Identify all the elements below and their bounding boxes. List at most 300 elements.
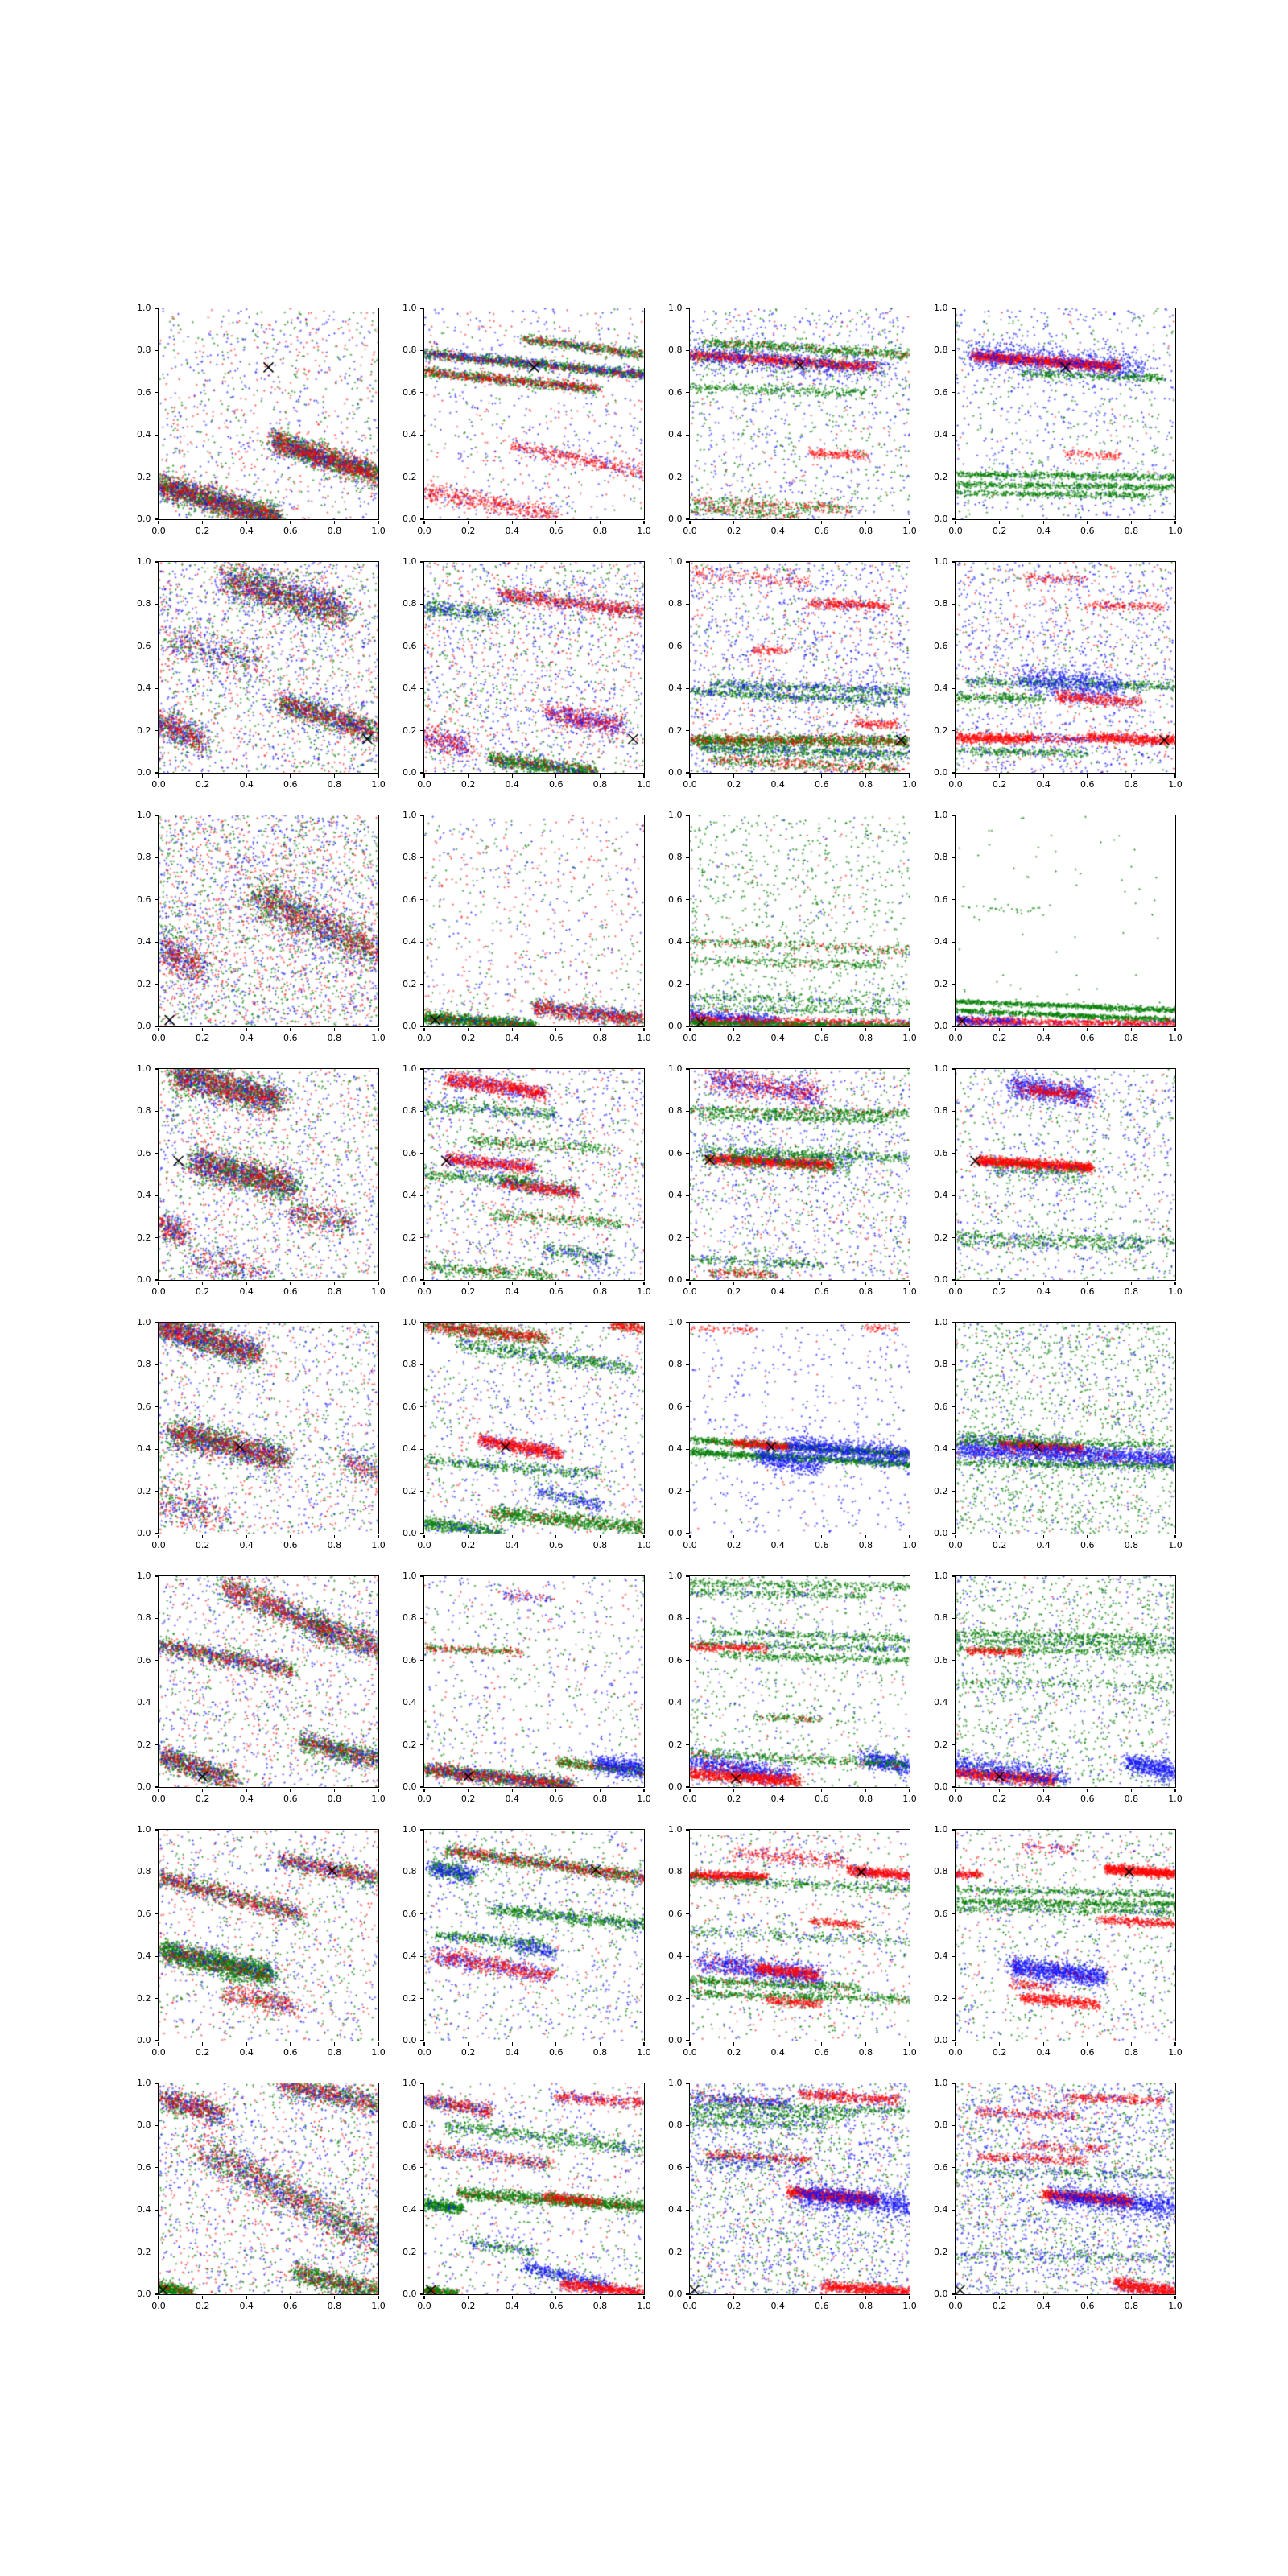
y-tick-label: 1.0 xyxy=(137,1317,151,1327)
x-tick-label: 0.0 xyxy=(417,2046,431,2058)
x-tick xyxy=(468,2296,469,2299)
x-tick-label: 0.0 xyxy=(948,1032,963,1043)
y-tick-label: 0.6 xyxy=(668,1401,683,1412)
x-tick xyxy=(689,521,690,524)
subplot-r8c4 xyxy=(955,2083,1176,2295)
x-tick xyxy=(821,1028,822,1031)
x-tick-label: 0.2 xyxy=(195,778,210,790)
subplot-r1c2 xyxy=(423,308,645,520)
x-tick-label: 0.8 xyxy=(858,1286,873,1297)
x-tick-label: 1.0 xyxy=(1168,2046,1183,2058)
x-tick xyxy=(468,1028,469,1031)
x-tick xyxy=(1087,1282,1088,1285)
x-tick-label: 0.0 xyxy=(417,1539,431,1550)
x-tick-label: 0.4 xyxy=(1036,778,1051,790)
scatter-canvas-r1c4 xyxy=(956,308,1175,519)
x-tick-label: 0.4 xyxy=(505,525,519,536)
scatter-canvas-r8c3 xyxy=(690,2083,910,2294)
x-tick xyxy=(555,1028,556,1031)
x-tick-label: 0.4 xyxy=(770,778,785,790)
y-tick-label: 0.0 xyxy=(402,1274,417,1285)
y-tick xyxy=(952,1111,955,1112)
x-tick xyxy=(865,2296,866,2299)
y-tick xyxy=(155,2125,158,2126)
y-tick-label: 1.0 xyxy=(402,1824,417,1835)
x-tick-label: 0.8 xyxy=(327,1539,342,1550)
x-tick-label: 0.6 xyxy=(1080,778,1095,790)
y-tick-label: 0.6 xyxy=(402,2161,417,2173)
x-tick xyxy=(821,521,822,524)
x-tick xyxy=(468,774,469,778)
x-tick-label: 1.0 xyxy=(1168,1539,1183,1550)
x-tick xyxy=(1087,2296,1088,2299)
x-tick xyxy=(955,1789,956,1792)
x-tick xyxy=(202,774,203,778)
x-tick xyxy=(334,1028,335,1031)
x-tick-label: 0.8 xyxy=(592,1032,608,1043)
y-tick-label: 0.6 xyxy=(137,1401,151,1412)
y-tick xyxy=(420,1786,423,1787)
subplot-r8c2 xyxy=(423,2083,645,2295)
y-tick xyxy=(155,2293,158,2294)
x-tick xyxy=(1087,1535,1088,1538)
x-tick-label: 0.8 xyxy=(592,1793,608,1804)
x-tick xyxy=(158,2296,159,2299)
y-tick-label: 0.0 xyxy=(934,514,948,524)
x-tick-label: 0.4 xyxy=(770,1793,785,1804)
x-tick xyxy=(202,2042,203,2046)
scatter-canvas-r7c3 xyxy=(690,1830,910,2041)
scatter-canvas-r4c1 xyxy=(159,1069,378,1280)
y-tick xyxy=(155,1575,158,1576)
y-tick-label: 0.0 xyxy=(402,1021,417,1031)
x-tick-label: 0.6 xyxy=(549,778,564,790)
x-tick xyxy=(334,774,335,778)
x-tick-label: 0.0 xyxy=(151,778,166,790)
x-tick-label: 0.0 xyxy=(683,2300,697,2311)
y-tick xyxy=(420,1068,423,1069)
scatter-canvas-r2c2 xyxy=(424,562,644,773)
x-tick-label: 0.2 xyxy=(992,778,1007,790)
y-tick-label: 0.8 xyxy=(934,1105,948,1117)
x-tick-label: 0.8 xyxy=(858,1793,873,1804)
scatter-canvas-r8c4 xyxy=(956,2083,1175,2294)
y-tick-label: 0.2 xyxy=(137,1485,151,1496)
y-tick-label: 0.6 xyxy=(137,894,151,905)
x-tick xyxy=(955,2042,956,2046)
y-tick-label: 1.0 xyxy=(934,556,948,567)
scatter-canvas-r4c4 xyxy=(956,1069,1175,1280)
y-tick-label: 0.6 xyxy=(137,1908,151,1919)
x-tick-label: 0.4 xyxy=(1036,1539,1051,1550)
y-tick xyxy=(155,604,158,605)
y-tick-label: 0.6 xyxy=(137,1147,151,1158)
x-tick-label: 0.0 xyxy=(683,1032,697,1043)
scatter-canvas-r7c1 xyxy=(159,1830,378,2041)
y-tick-label: 0.8 xyxy=(402,1866,417,1877)
x-tick xyxy=(909,1028,910,1031)
x-tick xyxy=(1174,1282,1175,1285)
x-tick-label: 0.6 xyxy=(815,1793,829,1804)
y-tick-label: 0.2 xyxy=(137,1992,151,2004)
x-tick-label: 0.8 xyxy=(327,1793,342,1804)
y-tick-label: 1.0 xyxy=(137,1063,151,1074)
x-tick-label: 0.6 xyxy=(549,525,564,536)
y-tick-label: 0.6 xyxy=(402,1147,417,1158)
x-tick xyxy=(202,1535,203,1538)
y-tick-label: 1.0 xyxy=(402,303,417,313)
y-tick-label: 1.0 xyxy=(137,556,151,567)
y-tick xyxy=(952,688,955,689)
x-tick-label: 0.0 xyxy=(151,2300,166,2311)
x-tick-label: 0.8 xyxy=(858,2046,873,2058)
y-tick xyxy=(952,772,955,773)
y-tick xyxy=(155,688,158,689)
y-tick-label: 1.0 xyxy=(402,810,417,820)
subplot-r2c4 xyxy=(955,561,1176,774)
y-tick xyxy=(420,942,423,943)
y-tick xyxy=(420,730,423,731)
x-tick-label: 0.0 xyxy=(417,1286,431,1297)
subplot-r2c2 xyxy=(423,561,645,774)
x-tick-label: 0.8 xyxy=(592,778,608,790)
y-tick xyxy=(686,1491,689,1492)
x-tick-label: 0.4 xyxy=(239,1539,254,1550)
x-tick-label: 0.6 xyxy=(815,1539,829,1550)
scatter-canvas-r7c4 xyxy=(956,1830,1175,2041)
x-tick-label: 0.2 xyxy=(992,1286,1007,1297)
y-tick xyxy=(952,1449,955,1450)
subplot-r5c2 xyxy=(423,1322,645,1534)
y-tick xyxy=(420,1491,423,1492)
y-tick xyxy=(686,1913,689,1914)
y-tick xyxy=(952,1829,955,1830)
subplot-r5c4 xyxy=(955,1322,1176,1534)
y-tick xyxy=(952,1913,955,1914)
x-tick-label: 1.0 xyxy=(1168,525,1183,536)
x-tick xyxy=(909,521,910,524)
x-tick-label: 0.2 xyxy=(195,1539,210,1550)
x-tick-label: 0.0 xyxy=(151,2046,166,2058)
y-tick xyxy=(952,2293,955,2294)
x-tick-label: 0.4 xyxy=(239,1286,254,1297)
y-tick-label: 0.8 xyxy=(402,345,417,356)
x-tick-label: 0.4 xyxy=(770,1539,785,1550)
y-tick-label: 1.0 xyxy=(668,2078,683,2088)
x-tick-label: 1.0 xyxy=(371,2046,386,2058)
x-tick xyxy=(1043,1535,1044,1538)
subplot-r4c3 xyxy=(689,1068,910,1281)
x-tick xyxy=(999,2042,1000,2046)
x-tick xyxy=(423,1789,424,1792)
y-tick-label: 0.8 xyxy=(668,1105,683,1117)
x-tick-label: 0.8 xyxy=(327,778,342,790)
y-tick-label: 0.8 xyxy=(137,2120,151,2131)
x-tick-label: 1.0 xyxy=(1168,2300,1183,2311)
x-tick xyxy=(246,774,247,778)
y-tick-label: 0.6 xyxy=(934,640,948,651)
y-tick-label: 0.4 xyxy=(668,1951,683,1962)
y-tick-label: 0.2 xyxy=(934,2246,948,2257)
y-tick xyxy=(155,1956,158,1957)
y-tick-label: 0.8 xyxy=(137,852,151,863)
x-tick xyxy=(246,521,247,524)
x-tick-label: 0.6 xyxy=(283,778,298,790)
y-tick-label: 0.4 xyxy=(934,2204,948,2215)
x-tick-label: 0.0 xyxy=(683,778,697,790)
y-tick xyxy=(686,2167,689,2168)
x-tick-label: 0.2 xyxy=(992,525,1007,536)
y-tick xyxy=(155,1068,158,1069)
x-tick xyxy=(290,1028,291,1031)
x-tick-label: 0.0 xyxy=(948,1793,963,1804)
x-tick-label: 0.6 xyxy=(1080,525,1095,536)
x-tick xyxy=(158,521,159,524)
x-tick-label: 1.0 xyxy=(371,1032,386,1043)
y-tick-label: 0.6 xyxy=(668,386,683,398)
y-tick xyxy=(155,1195,158,1196)
x-tick xyxy=(600,521,601,524)
x-tick-label: 1.0 xyxy=(902,1793,917,1804)
y-tick xyxy=(420,561,423,562)
y-tick-label: 0.8 xyxy=(668,852,683,863)
subplot-r6c4 xyxy=(955,1575,1176,1788)
y-tick xyxy=(686,350,689,351)
y-tick xyxy=(686,1237,689,1238)
y-tick xyxy=(952,2210,955,2211)
y-tick-label: 0.2 xyxy=(137,1232,151,1243)
x-tick-label: 0.6 xyxy=(1080,1032,1095,1043)
y-tick xyxy=(155,392,158,393)
y-tick xyxy=(686,857,689,858)
y-tick-label: 0.8 xyxy=(668,2120,683,2131)
y-tick-label: 1.0 xyxy=(402,1063,417,1074)
y-tick-label: 0.4 xyxy=(402,683,417,694)
y-tick-label: 0.4 xyxy=(668,2204,683,2215)
y-tick xyxy=(952,1998,955,1999)
x-tick-label: 0.2 xyxy=(195,2046,210,2058)
x-tick xyxy=(689,1282,690,1285)
x-tick xyxy=(202,1282,203,1285)
scatter-canvas-r2c1 xyxy=(159,562,378,773)
y-tick xyxy=(420,1279,423,1280)
x-tick xyxy=(865,1535,866,1538)
y-tick-label: 0.2 xyxy=(934,1992,948,2004)
y-tick xyxy=(155,350,158,351)
scatter-canvas-r3c1 xyxy=(159,815,378,1026)
y-tick-label: 0.8 xyxy=(137,1359,151,1370)
y-tick xyxy=(686,1660,689,1661)
x-tick xyxy=(202,1028,203,1031)
y-tick-label: 0.8 xyxy=(402,2120,417,2131)
x-tick-label: 0.4 xyxy=(239,2046,254,2058)
y-tick-label: 1.0 xyxy=(137,2078,151,2088)
x-tick-label: 0.8 xyxy=(858,2300,873,2311)
y-tick xyxy=(420,772,423,773)
y-tick-label: 0.0 xyxy=(668,1021,683,1031)
x-tick-label: 0.6 xyxy=(815,778,829,790)
subplot-r8c3 xyxy=(689,2083,910,2295)
x-tick xyxy=(733,1028,734,1031)
x-tick xyxy=(600,1789,601,1792)
y-tick xyxy=(686,899,689,900)
x-tick-label: 0.4 xyxy=(770,525,785,536)
x-tick xyxy=(999,1535,1000,1538)
x-tick-label: 0.2 xyxy=(726,778,741,790)
y-tick-label: 0.4 xyxy=(137,1190,151,1201)
y-tick-label: 0.2 xyxy=(668,1232,683,1243)
x-tick xyxy=(733,2296,734,2299)
x-tick-label: 0.2 xyxy=(726,1286,741,1297)
x-tick xyxy=(423,2042,424,2046)
y-tick-label: 0.4 xyxy=(668,1443,683,1455)
y-tick xyxy=(952,392,955,393)
subplot-r3c2 xyxy=(423,815,645,1027)
subplot-r6c2 xyxy=(423,1575,645,1788)
y-tick xyxy=(686,2210,689,2211)
x-tick xyxy=(334,2042,335,2046)
x-tick xyxy=(158,774,159,778)
x-tick xyxy=(1131,1789,1132,1792)
x-tick xyxy=(733,774,734,778)
y-tick-label: 0.6 xyxy=(402,1654,417,1666)
y-tick-label: 0.8 xyxy=(402,1612,417,1624)
x-tick-label: 0.4 xyxy=(770,2046,785,2058)
y-tick xyxy=(155,435,158,436)
x-tick xyxy=(158,1789,159,1792)
y-tick-label: 0.0 xyxy=(402,1781,417,1792)
y-tick xyxy=(420,2210,423,2211)
y-tick-label: 1.0 xyxy=(668,1571,683,1581)
x-tick xyxy=(468,2042,469,2046)
y-tick xyxy=(420,1364,423,1365)
subplot-r1c4 xyxy=(955,308,1176,520)
y-tick xyxy=(155,518,158,519)
y-tick-label: 0.6 xyxy=(934,1908,948,1919)
x-tick-label: 0.6 xyxy=(1080,1539,1095,1550)
x-tick-label: 0.0 xyxy=(683,1793,697,1804)
y-tick xyxy=(686,1956,689,1957)
x-tick-label: 0.8 xyxy=(1124,2300,1139,2311)
x-tick-label: 0.0 xyxy=(683,2046,697,2058)
x-tick-label: 0.2 xyxy=(726,1032,741,1043)
y-tick xyxy=(420,1660,423,1661)
x-tick-label: 0.0 xyxy=(683,1539,697,1550)
y-tick xyxy=(686,688,689,689)
y-tick xyxy=(686,561,689,562)
scatter-canvas-r4c3 xyxy=(690,1069,910,1280)
y-tick-label: 0.4 xyxy=(137,2204,151,2215)
x-tick xyxy=(865,2042,866,2046)
x-tick xyxy=(246,1789,247,1792)
x-tick-label: 0.0 xyxy=(151,525,166,536)
y-tick xyxy=(155,1913,158,1914)
x-tick xyxy=(1087,774,1088,778)
subplot-r5c3 xyxy=(689,1322,910,1534)
y-tick-label: 1.0 xyxy=(934,303,948,313)
y-tick-label: 0.2 xyxy=(137,978,151,989)
y-tick xyxy=(155,1406,158,1407)
y-tick-label: 1.0 xyxy=(402,1317,417,1327)
x-tick-label: 0.6 xyxy=(1080,2300,1095,2311)
y-tick-label: 0.6 xyxy=(402,1401,417,1412)
y-tick xyxy=(155,730,158,731)
y-tick-label: 0.0 xyxy=(137,1781,151,1792)
scatter-canvas-r1c2 xyxy=(424,308,644,519)
x-tick xyxy=(468,1789,469,1792)
x-tick xyxy=(555,521,556,524)
x-tick-label: 0.4 xyxy=(770,1032,785,1043)
scatter-canvas-r1c1 xyxy=(159,308,378,519)
x-tick-label: 0.6 xyxy=(549,1539,564,1550)
x-tick-label: 0.6 xyxy=(283,1539,298,1550)
y-tick-label: 0.0 xyxy=(668,767,683,778)
x-tick xyxy=(999,1028,1000,1031)
y-tick-label: 0.6 xyxy=(668,894,683,905)
y-tick xyxy=(952,730,955,731)
y-tick-label: 0.6 xyxy=(668,1147,683,1158)
y-tick xyxy=(686,1575,689,1576)
x-tick-label: 0.2 xyxy=(460,1286,476,1297)
y-tick xyxy=(420,899,423,900)
y-tick xyxy=(686,772,689,773)
y-tick-label: 0.8 xyxy=(668,1612,683,1624)
y-tick xyxy=(155,1491,158,1492)
x-tick-label: 0.6 xyxy=(815,1032,829,1043)
y-tick-label: 0.2 xyxy=(934,978,948,989)
x-tick-label: 0.4 xyxy=(505,2300,519,2311)
y-tick xyxy=(952,1237,955,1238)
x-tick-label: 0.4 xyxy=(505,778,519,790)
y-tick xyxy=(686,1195,689,1196)
x-tick-label: 0.4 xyxy=(505,1793,519,1804)
x-tick xyxy=(865,774,866,778)
x-tick xyxy=(334,1789,335,1792)
y-tick-label: 0.4 xyxy=(668,429,683,440)
x-tick xyxy=(643,774,644,778)
y-tick-label: 0.0 xyxy=(137,1274,151,1285)
x-tick-label: 1.0 xyxy=(902,2046,917,2058)
subplot-r3c1 xyxy=(158,815,379,1027)
y-tick-label: 0.0 xyxy=(402,1528,417,1538)
x-tick xyxy=(158,1282,159,1285)
scatter-canvas-r7c2 xyxy=(424,1830,644,2041)
subplot-r7c1 xyxy=(158,1829,379,2041)
x-tick xyxy=(512,521,513,524)
y-tick xyxy=(155,1279,158,1280)
scatter-canvas-r5c4 xyxy=(956,1323,1175,1534)
y-tick-label: 0.4 xyxy=(668,1697,683,1708)
x-tick xyxy=(909,1789,910,1792)
x-tick-label: 0.2 xyxy=(992,1539,1007,1550)
y-tick xyxy=(155,1998,158,1999)
y-tick xyxy=(155,942,158,943)
y-tick-label: 0.4 xyxy=(934,1443,948,1455)
x-tick xyxy=(334,1535,335,1538)
y-tick xyxy=(952,1153,955,1154)
y-tick-label: 0.8 xyxy=(934,345,948,356)
y-tick xyxy=(420,392,423,393)
y-tick-label: 0.0 xyxy=(402,514,417,524)
y-tick-label: 0.2 xyxy=(402,2246,417,2257)
x-tick-label: 1.0 xyxy=(902,2300,917,2311)
scatter-canvas-r5c3 xyxy=(690,1323,910,1534)
subplot-r3c3 xyxy=(689,815,910,1027)
y-tick-label: 0.4 xyxy=(934,429,948,440)
y-tick-label: 0.6 xyxy=(402,386,417,398)
x-tick xyxy=(290,1789,291,1792)
x-tick xyxy=(643,1028,644,1031)
